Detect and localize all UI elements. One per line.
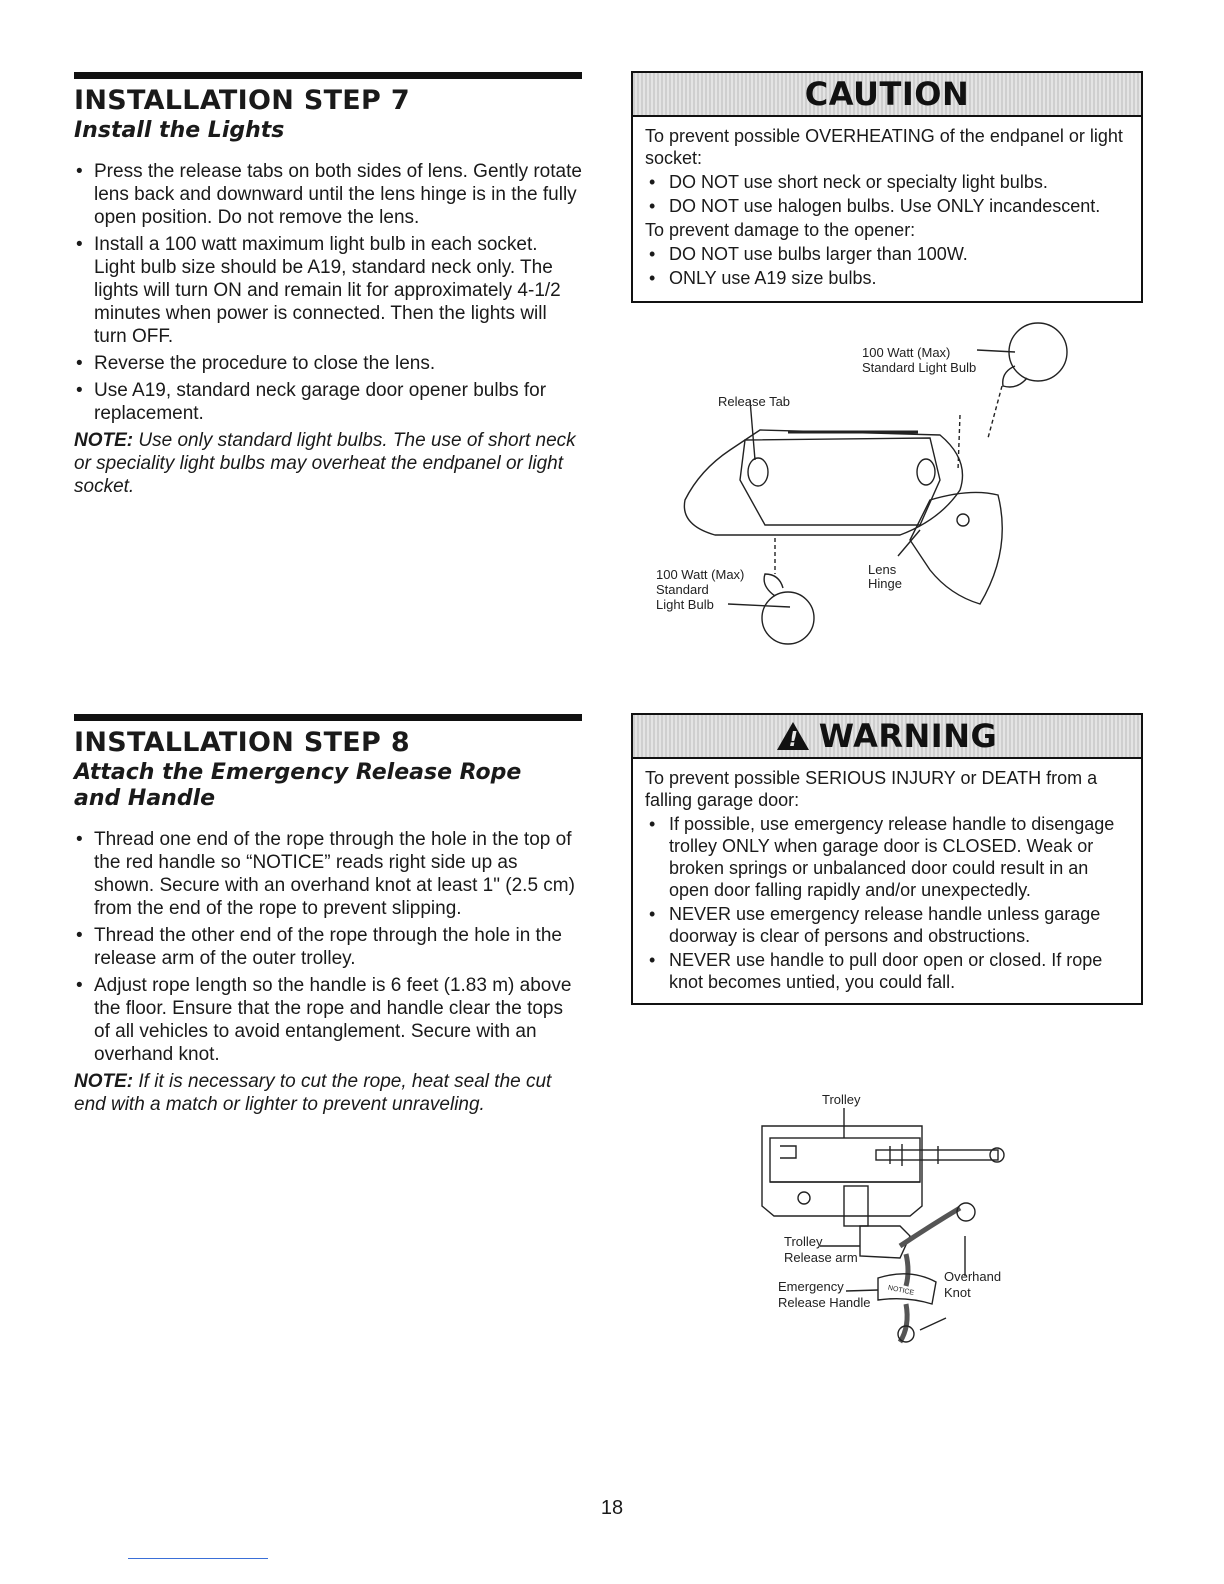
note-label: NOTE: — [74, 430, 134, 451]
label-release-arm: Trolley — [784, 1234, 823, 1249]
list-item: • Thread the other end of the rope through the hole in the release arm of the outer trolley. — [74, 924, 582, 970]
label-handle: Release Handle — [778, 1295, 871, 1310]
caution-box — [631, 71, 1143, 303]
warning-box — [631, 713, 1143, 1005]
label-lens-hinge: Lens — [868, 562, 897, 577]
caution-list-2 — [645, 243, 1129, 289]
trolley-release-diagram — [760, 1086, 1020, 1356]
caution-intro: To prevent possible OVERHEATING of the endpanel or light socket: — [645, 126, 1123, 168]
warning-body — [633, 759, 1141, 1001]
handle-notice-text: NOTICE — [887, 1284, 915, 1297]
step8-note — [74, 1070, 582, 1116]
label-knot: Overhand — [944, 1269, 1002, 1284]
bulb-icon — [762, 592, 814, 644]
list-item: • Thread one end of the rope through the hole in the top of the red handle so “NOTICE” reads right side up as shown. Secure with an overhand knot at least 1" (2.5 cm) from the end of the rope to prevent slipping. — [74, 828, 582, 920]
label-handle: Emergency — [778, 1279, 844, 1294]
list-item: • Reverse the procedure to close the lens. — [74, 352, 582, 375]
step7-note — [74, 429, 582, 498]
warning-triangle-icon — [777, 722, 809, 750]
label-release-tab: Release Tab — [718, 394, 791, 409]
caution-list — [645, 171, 1129, 217]
step8-title: INSTALLATION STEP 8 — [74, 727, 410, 758]
footer-rule — [128, 1558, 268, 1559]
caution-banner — [633, 73, 1141, 117]
list-item: • DO NOT use halogen bulbs. Use ONLY incandescent. — [645, 195, 1129, 217]
label-bulb-top: Standard Light Bulb — [862, 360, 977, 375]
trolley — [762, 1126, 922, 1216]
caution-intro-2: To prevent damage to the opener: — [645, 220, 916, 240]
label-bulb-top: 100 Watt (Max) — [862, 345, 951, 360]
list-item: • Adjust rope length so the handle is 6 feet (1.83 m) above the floor. Ensure that the rope and handle clear the tops of all vehicles to avoid entanglement. Secure with an overhand knot. — [74, 974, 582, 1066]
light-install-diagram — [640, 320, 1120, 660]
step8-subtitle: Attach the Emergency Release Rope and Handle — [74, 760, 522, 811]
label-bulb-bottom: Light Bulb — [656, 597, 714, 612]
note-text: If it is necessary to cut the rope, heat seal the cut end with a match or lighter to prevent unraveling. — [74, 1071, 552, 1115]
step8-section — [74, 714, 582, 1116]
label-lens-hinge: Hinge — [868, 576, 902, 591]
step7-section — [74, 72, 582, 498]
caution-title: CAUTION — [804, 75, 970, 113]
step7-bullets — [74, 160, 582, 425]
trolley-rod — [876, 1150, 998, 1160]
list-item: • If possible, use emergency release handle to disengage trolley ONLY when garage door is CLOSED. Weak or broken springs or unbalanced door could result in an open door falling rapidly and/or unexpectedly. — [645, 813, 1129, 901]
step8-bullets — [74, 828, 582, 1066]
label-trolley: Trolley — [822, 1092, 861, 1107]
list-item: • DO NOT use bulbs larger than 100W. — [645, 243, 1129, 265]
note-text: Use only standard light bulbs. The use of short neck or speciality light bulbs may overheat the endpanel or light socket. — [74, 430, 576, 497]
caution-body — [633, 117, 1141, 297]
step7-subtitle: Install the Lights — [74, 118, 285, 143]
page-number: 18 — [600, 1497, 624, 1519]
list-item: • Press the release tabs on both sides of lens. Gently rotate lens back and downward until the lens hinge is in the fully open position. Do not remove the lens. — [74, 160, 582, 229]
warning-title: WARNING — [818, 717, 998, 755]
warning-banner — [633, 715, 1141, 759]
list-item: • ONLY use A19 size bulbs. — [645, 267, 1129, 289]
step7-rule — [74, 72, 582, 79]
note-label: NOTE: — [74, 1071, 134, 1092]
list-item: • NEVER use emergency release handle unless garage doorway is clear of persons and obstructions. — [645, 903, 1129, 947]
warning-intro: To prevent possible SERIOUS INJURY or DEATH from a falling garage door: — [645, 768, 1098, 810]
label-bulb-bottom: 100 Watt (Max) — [656, 567, 745, 582]
step7-title: INSTALLATION STEP 7 — [74, 85, 410, 116]
bulb-icon — [1009, 323, 1067, 381]
rope — [900, 1208, 960, 1246]
warning-list — [645, 813, 1129, 993]
step8-rule — [74, 714, 582, 721]
list-item: • Install a 100 watt maximum light bulb in each socket. Light bulb size should be A19, standard neck only. The lights will turn ON and remain lit for approximately 4-1/2 minutes when power is connected. Then the lights will turn OFF. — [74, 233, 582, 348]
list-item: • DO NOT use short neck or specialty light bulbs. — [645, 171, 1129, 193]
lens — [910, 492, 1002, 604]
label-bulb-bottom: Standard — [656, 582, 709, 597]
overhand-knot — [957, 1203, 975, 1221]
list-item: • Use A19, standard neck garage door opener bulbs for replacement. — [74, 379, 582, 425]
list-item: • NEVER use handle to pull door open or closed. If rope knot becomes untied, you could fall. — [645, 949, 1129, 993]
label-release-arm: Release arm — [784, 1250, 858, 1265]
label-knot: Knot — [944, 1285, 971, 1300]
